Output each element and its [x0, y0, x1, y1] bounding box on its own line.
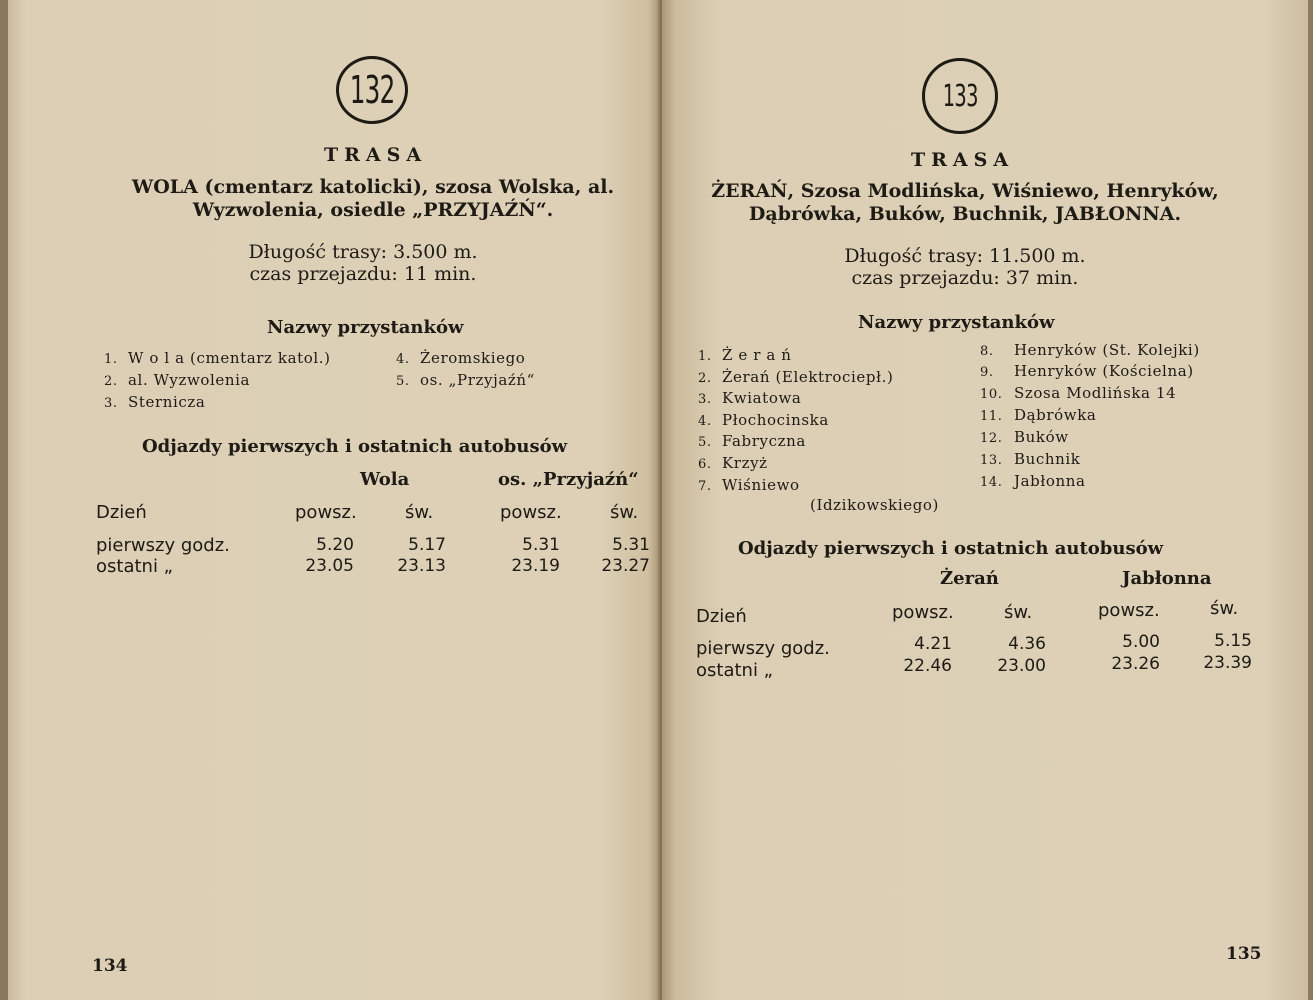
left-page: [8, 0, 660, 1000]
time-value: 23.19: [511, 556, 560, 576]
stop-item: 6. Krzyż: [698, 454, 768, 472]
route-number: 132: [349, 68, 395, 112]
departures-heading: Odjazdy pierwszych i ostatnich autobusów: [142, 436, 568, 457]
stop-item: 1. Ż e r a ń: [698, 346, 792, 364]
route-length: Długość trasy: 11.500 m.: [844, 245, 1086, 267]
stop-item: 13. Buchnik: [980, 450, 1081, 468]
stop-item: 8. Henryków (St. Kolejki): [980, 341, 1200, 359]
trasa-heading: TRASA: [911, 149, 1015, 171]
terminus-a: Żerań: [940, 568, 999, 589]
stop-item: 3. Sternicza: [104, 393, 206, 411]
departures-heading: Odjazdy pierwszych i ostatnich autobusów: [738, 538, 1164, 559]
stop-item: 11. Dąbrówka: [980, 406, 1097, 424]
col-day: Dzień: [96, 502, 147, 523]
page-number: 135: [1226, 944, 1262, 964]
stop-item: 4. Płochocinska: [698, 411, 829, 429]
time-value: 5.31: [612, 535, 650, 555]
route-description: ŻERAŃ, Szosa Modlińska, Wiśniewo, Henryków, Dąbrówka, Buków, Buchnik, JABŁONNA.: [711, 180, 1219, 225]
col-weekday: powsz.: [295, 502, 357, 523]
col-holiday: św.: [405, 502, 434, 523]
stop-item: 3. Kwiatowa: [698, 389, 802, 407]
col-holiday: św.: [1004, 602, 1033, 623]
stop-item: 14. Jabłonna: [980, 472, 1086, 490]
time-value: 4.36: [1008, 634, 1046, 654]
row-label: ostatni „: [96, 556, 173, 577]
col-holiday: św.: [1210, 598, 1239, 619]
stop-item: 1. W o l a (cmentarz katol.): [104, 349, 331, 367]
trasa-heading: TRASA: [324, 144, 428, 166]
row-label: pierwszy godz.: [696, 638, 830, 659]
time-value: 5.20: [316, 535, 354, 555]
col-weekday: powsz.: [500, 502, 562, 523]
stop-item: 5. Fabryczna: [698, 432, 806, 450]
stop-item: 7. Wiśniewo: [698, 476, 800, 494]
stop-item: 12. Buków: [980, 428, 1069, 446]
time-value: 23.26: [1111, 654, 1160, 674]
col-weekday: powsz.: [1098, 600, 1160, 621]
stop-item-continuation: (Idzikowskiego): [810, 496, 939, 514]
time-value: 5.31: [522, 535, 560, 555]
stop-item: 2. Żerań (Elektrociepł.): [698, 368, 894, 386]
time-value: 4.21: [914, 634, 952, 654]
route-description: WOLA (cmentarz katolicki), szosa Wolska, al. Wyzwolenia, osiedle „PRZYJAŹŃ“.: [131, 176, 615, 221]
time-value: 22.46: [903, 656, 952, 676]
row-label: ostatni „: [696, 660, 773, 681]
route-length: Długość trasy: 3.500 m.: [248, 241, 478, 263]
stop-item: 10. Szosa Modlińska 14: [980, 384, 1177, 402]
stops-heading: Nazwy przystanków: [267, 317, 464, 338]
route-number: 133: [942, 78, 978, 114]
travel-time: czas przejazdu: 11 min.: [249, 263, 477, 285]
time-value: 5.15: [1214, 631, 1252, 651]
col-day: Dzień: [696, 606, 747, 627]
route-number-badge: [922, 58, 998, 134]
stop-item: 2. al. Wyzwolenia: [104, 371, 251, 389]
stop-item: 4. Żeromskiego: [396, 349, 526, 367]
right-page: [662, 0, 1308, 1000]
stop-item: 5. os. „Przyjaźń“: [396, 371, 535, 389]
time-value: 23.05: [305, 556, 354, 576]
terminus-a: Wola: [360, 469, 410, 490]
terminus-b: os. „Przyjaźń“: [498, 469, 639, 490]
stop-item: 9. Henryków (Kościelna): [980, 362, 1194, 380]
time-value: 23.00: [997, 656, 1046, 676]
row-label: pierwszy godz.: [96, 535, 230, 556]
page-number: 134: [92, 956, 128, 976]
col-holiday: św.: [610, 502, 639, 523]
time-value: 5.00: [1122, 632, 1160, 652]
time-value: 23.27: [601, 556, 650, 576]
stops-heading: Nazwy przystanków: [858, 312, 1055, 333]
time-value: 5.17: [408, 535, 446, 555]
time-value: 23.13: [397, 556, 446, 576]
time-value: 23.39: [1203, 653, 1252, 673]
travel-time: czas przejazdu: 37 min.: [851, 267, 1079, 289]
col-weekday: powsz.: [892, 602, 954, 623]
route-number-badge: [336, 56, 408, 124]
terminus-b: Jabłonna: [1122, 568, 1212, 589]
